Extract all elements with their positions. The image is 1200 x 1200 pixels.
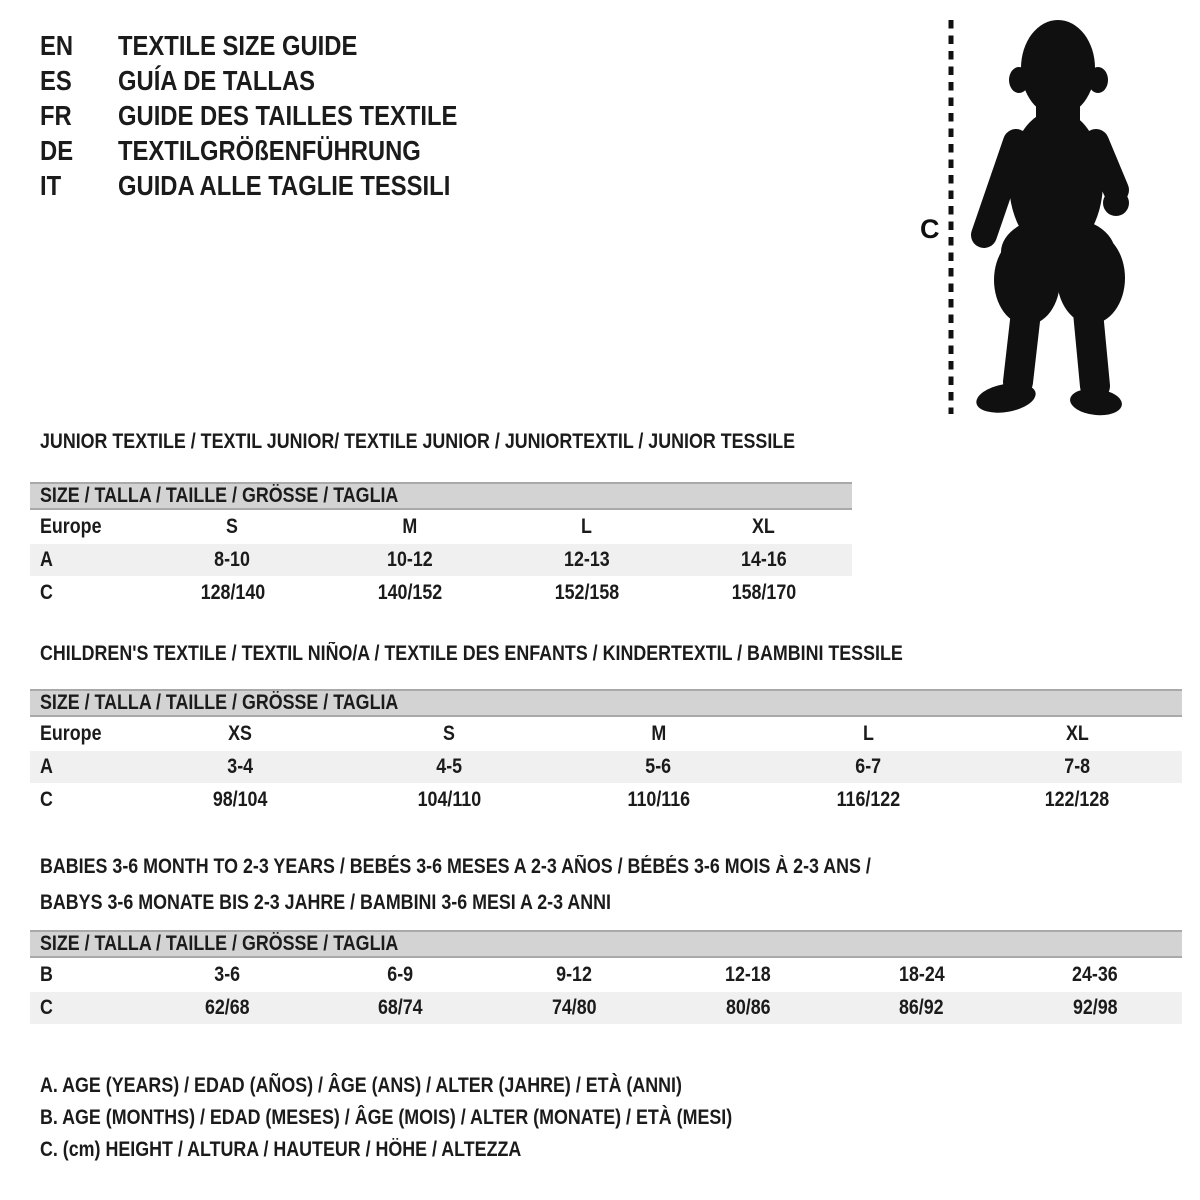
language-code: DE [40,134,74,166]
table-cell: 6-7 [855,755,881,778]
table-cell: 104/110 [417,788,481,811]
table-cell: 12-18 [725,963,771,986]
row-label: C [40,996,53,1019]
title-row-en [40,28,517,63]
table-cell: 14-16 [740,548,787,571]
table-cell: 12-13 [563,548,610,571]
title-row-fr [40,98,517,133]
size-header-bar: SIZE / TALLA / TAILLE / GRÖSSE / TAGLIA [30,482,852,510]
row-label: Europe [40,722,102,745]
row-label: B [40,963,53,986]
table-cell: 122/128 [1045,788,1110,811]
guide-title: GUÍA DE TALLAS [118,64,316,96]
language-code: ES [40,64,72,96]
table-cell: 6-9 [387,963,414,986]
title-row-es [40,63,517,98]
children-size-table [30,689,1182,817]
title-row-de [40,133,517,168]
baby-silhouette-icon [974,20,1129,418]
children-section-title: CHILDREN'S TEXTILE / TEXTIL NIÑO/A / TEXTILE DES ENFANTS / KINDERTEXTIL / BAMBINI TESSILE [40,642,903,665]
table-row [30,783,1182,817]
guide-title: TEXTILGRÖßENFÜHRUNG [118,134,421,166]
table-cell: 5-6 [645,755,672,778]
table-cell: XL [752,515,775,538]
table-cell: 92/98 [1072,996,1118,1019]
table-row [30,717,1182,751]
legend-line-a: A. AGE (YEARS) / EDAD (AÑOS) / ÂGE (ANS) / ALTER (JAHRE) / ETÀ (ANNI) [40,1074,682,1097]
table-cell: 152/158 [554,581,619,604]
guide-title: GUIDE DES TAILLES TEXTILE [118,99,458,131]
size-header-bar: SIZE / TALLA / TAILLE / GRÖSSE / TAGLIA [30,689,1182,717]
table-cell: 128/140 [200,581,265,604]
table-cell: L [581,515,592,538]
language-title-block [40,28,517,203]
measurement-legend [40,1070,854,1166]
table-cell: 62/68 [204,996,250,1019]
table-row [30,751,1182,783]
baby-height-figure [912,12,1147,420]
height-measure-label: C [920,214,940,244]
table-cell: 24-36 [1072,963,1119,986]
table-cell: 9-12 [556,963,593,986]
guide-title: GUIDA ALLE TAGLIE TESSILI [118,169,451,201]
table-cell: M [402,515,417,538]
table-cell: 80/86 [725,996,771,1019]
table-cell: 18-24 [898,963,945,986]
row-label: C [40,788,53,811]
table-cell: 140/152 [377,581,442,604]
table-cell: L [862,722,874,745]
babies-size-table [30,930,1182,1024]
row-label: A [40,755,53,778]
row-label: Europe [40,515,102,538]
guide-title: TEXTILE SIZE GUIDE [118,29,358,61]
table-cell: 110/116 [627,788,690,811]
table-cell: 3-4 [226,755,253,778]
table-row [30,544,852,576]
table-cell: 158/170 [731,581,796,604]
language-code: EN [40,29,74,61]
table-cell: 10-12 [386,548,433,571]
table-cell: XL [1065,722,1089,745]
table-cell: S [443,722,456,745]
table-cell: 68/74 [378,996,423,1019]
babies-section-title: BABIES 3-6 MONTH TO 2-3 YEARS / BEBÉS 3-6 MESES A 2-3 AÑOS / BÉBÉS 3-6 MOIS À 2-3 ANS / BABYS 3-6 MONATE BIS 2-3 JAHRE / BAMBINI 3-6 MESI A 2-3 ANNI [40,855,871,914]
table-cell: 74/80 [551,996,597,1019]
row-label: A [40,548,53,571]
legend-line-b: B. AGE (MONTHS) / EDAD (MESES) / ÂGE (MOIS) / ALTER (MONATE) / ETÀ (MESI) [40,1106,733,1129]
table-cell: 7-8 [1064,755,1091,778]
language-code: FR [40,99,72,131]
table-row [30,992,1182,1024]
table-cell: S [226,515,239,538]
legend-line-c: C. (cm) HEIGHT / ALTURA / HAUTEUR / HÖHE / ALTEZZA [40,1138,522,1161]
table-cell: 8-10 [214,548,251,571]
table-cell: XS [227,722,252,745]
table-cell: 98/104 [212,788,267,811]
table-row [30,510,852,544]
table-cell: 116/122 [836,788,900,811]
table-cell: 3-6 [213,963,240,986]
table-row [30,958,1182,992]
title-row-it [40,168,517,203]
size-header-bar: SIZE / TALLA / TAILLE / GRÖSSE / TAGLIA [30,930,1182,958]
language-code: IT [40,169,62,201]
junior-section-title: JUNIOR TEXTILE / TEXTIL JUNIOR/ TEXTILE JUNIOR / JUNIORTEXTIL / JUNIOR TESSILE [40,430,796,453]
junior-size-table [30,482,852,610]
table-cell: 4-5 [436,755,463,778]
table-cell: 86/92 [899,996,944,1019]
table-cell: M [651,722,666,745]
table-row [30,576,852,610]
row-label: C [40,581,53,604]
